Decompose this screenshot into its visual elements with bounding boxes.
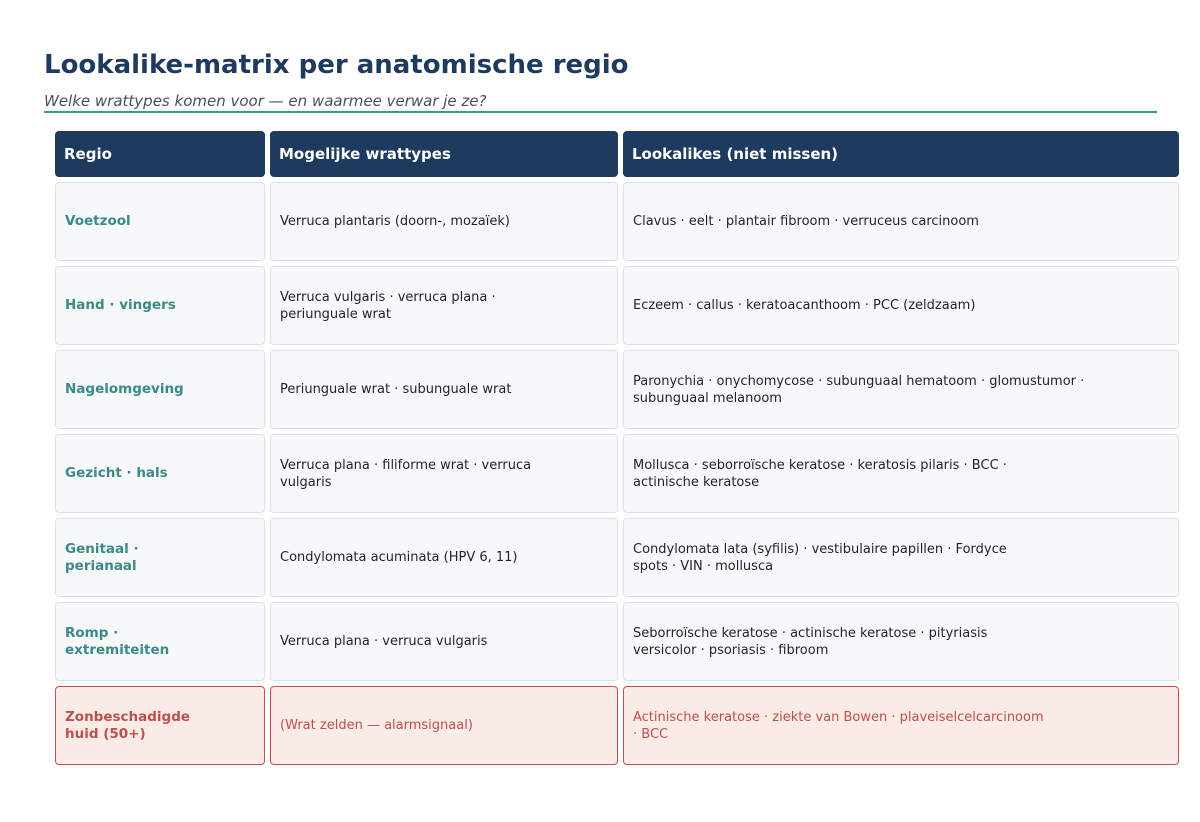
row-types-cell-alert: (Wrat zelden — alarmsignaal) bbox=[270, 686, 618, 765]
row-region-cell: Hand · vingers bbox=[55, 266, 265, 345]
row-lookalikes-cell: Clavus · eelt · plantair fibroom · verruceus carcinoom bbox=[623, 182, 1179, 261]
page-subtitle: Welke wrattypes komen voor — en waarmee verwar je ze? bbox=[44, 92, 487, 110]
row-lookalikes-cell: Eczeem · callus · keratoacanthoom · PCC (zeldzaam) bbox=[623, 266, 1179, 345]
row-lookalikes-cell-alert: Actinische keratose · ziekte van Bowen · plaveiselcelcarcinoom · BCC bbox=[623, 686, 1179, 765]
page-title: Lookalike-matrix per anatomische regio bbox=[44, 50, 629, 80]
row-types-cell: Verruca plantaris (doorn-, mozaïek) bbox=[270, 182, 618, 261]
row-region-cell: Voetzool bbox=[55, 182, 265, 261]
row-types-cell: Verruca plana · verruca vulgaris bbox=[270, 602, 618, 681]
row-lookalikes-cell: Condylomata lata (syfilis) · vestibulaire papillen · Fordyce spots · VIN · mollusca bbox=[623, 518, 1179, 597]
row-lookalikes-cell: Paronychia · onychomycose · subunguaal hematoom · glomustumor · subunguaal melanoom bbox=[623, 350, 1179, 429]
column-header-wrattypes: Mogelijke wrattypes bbox=[270, 131, 618, 177]
row-lookalikes-cell: Mollusca · seborroïsche keratose · keratosis pilaris · BCC · actinische keratose bbox=[623, 434, 1179, 513]
title-divider bbox=[44, 111, 1157, 113]
row-types-cell: Periunguale wrat · subunguale wrat bbox=[270, 350, 618, 429]
row-region-cell: Nagelomgeving bbox=[55, 350, 265, 429]
row-types-cell: Verruca vulgaris · verruca plana · periunguale wrat bbox=[270, 266, 618, 345]
column-header-lookalikes: Lookalikes (niet missen) bbox=[623, 131, 1179, 177]
row-region-cell: Genitaal · perianaal bbox=[55, 518, 265, 597]
row-types-cell: Verruca plana · filiforme wrat · verruca vulgaris bbox=[270, 434, 618, 513]
row-region-cell: Gezicht · hals bbox=[55, 434, 265, 513]
row-lookalikes-cell: Seborroïsche keratose · actinische keratose · pityriasis versicolor · psoriasis · fibroom bbox=[623, 602, 1179, 681]
row-region-cell: Romp · extremiteiten bbox=[55, 602, 265, 681]
lookalike-table bbox=[55, 131, 1179, 765]
row-types-cell: Condylomata acuminata (HPV 6, 11) bbox=[270, 518, 618, 597]
column-header-regio: Regio bbox=[55, 131, 265, 177]
row-region-cell-alert: Zonbeschadigde huid (50+) bbox=[55, 686, 265, 765]
